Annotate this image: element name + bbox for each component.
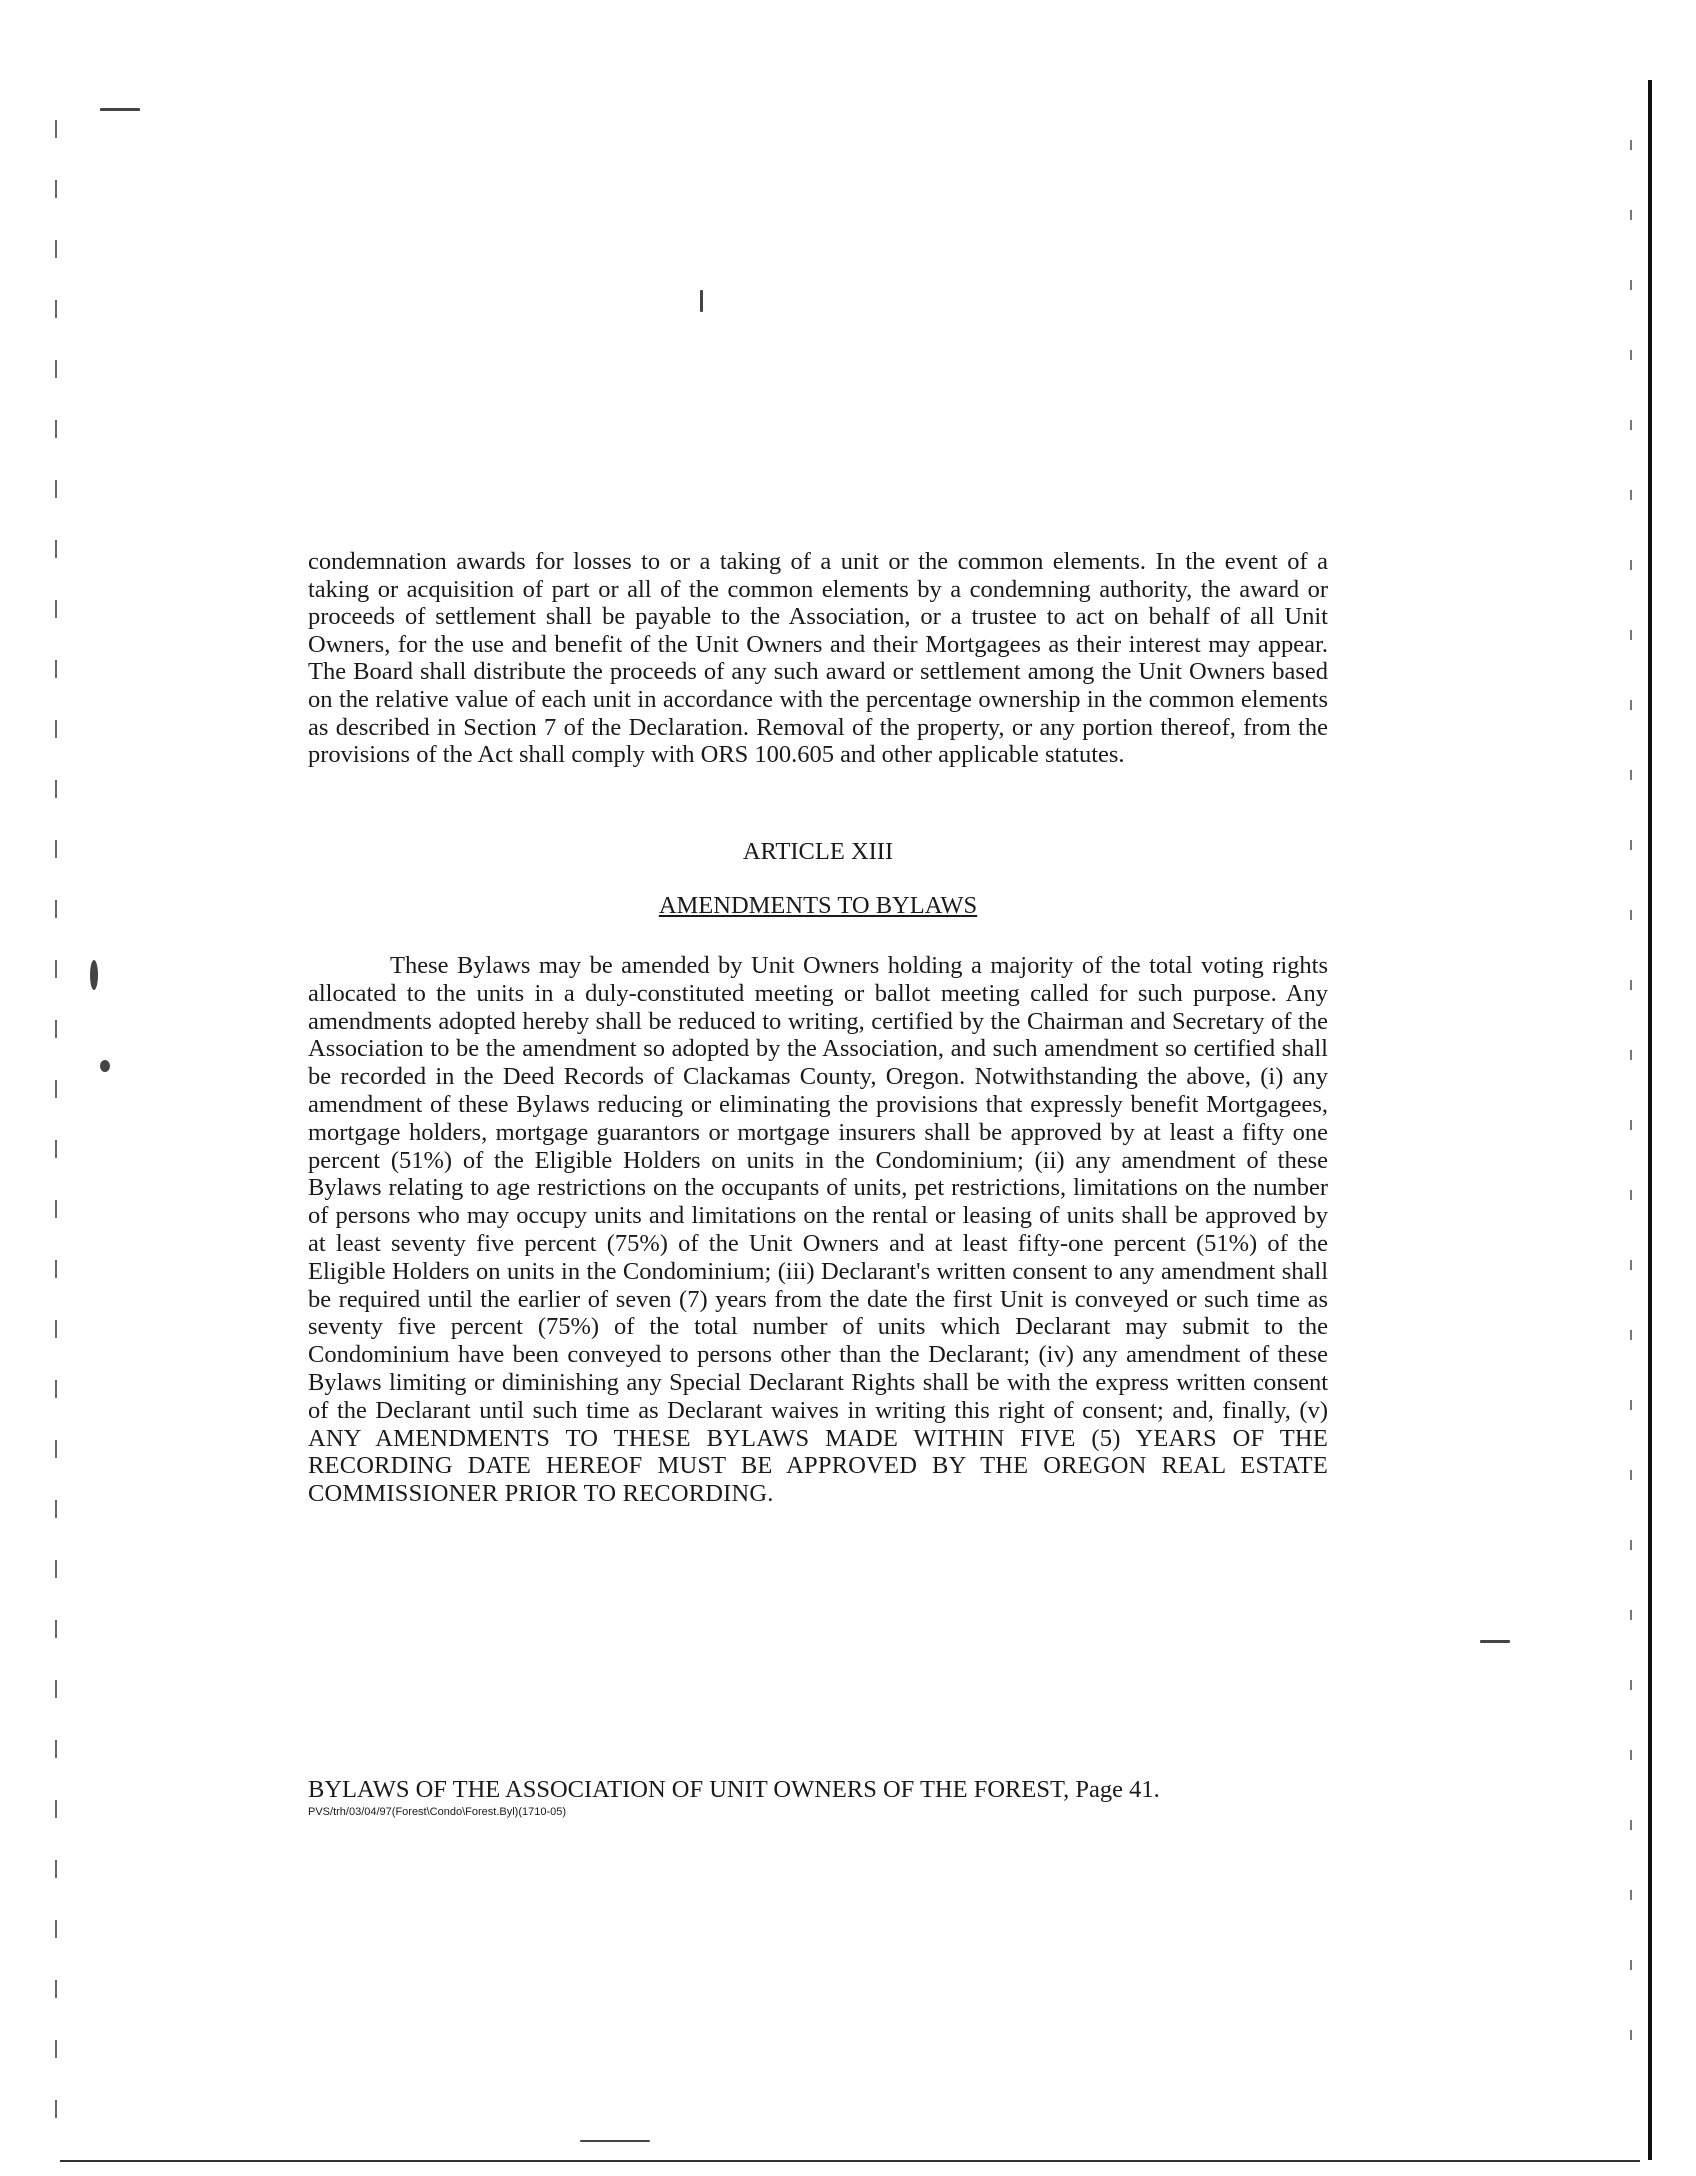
paragraph-amendments-caps: ANY AMENDMENTS TO THESE BYLAWS MADE WITHIN FIVE (5) YEARS OF THE RECORDING DATE HEREOF MUST BE APPROVED BY THE OREGON REAL ESTATE COMMISSIONER PRIOR TO RECORDING.	[308, 1424, 1328, 1508]
scan-speck	[100, 108, 140, 111]
scan-speck	[1480, 1640, 1510, 1643]
paragraph-condemnation: condemnation awards for losses to or a taking of a unit or the common elements. In the event of a taking or acquisition of part or all of the common elements by a condemning authority, the award or proceeds of settlement shall be payable to the Association, or a trustee to act on behalf of all Unit Owners, for the use and benefit of the Unit Owners and their Mortgagees as their interest may appear. The Board shall distribute the proceeds of any such award or settlement among the Unit Owners based on the relative value of each unit in accordance with the percentage ownership in the common elements as described in Section 7 of the Declaration. Removal of the property, or any portion thereof, from the provisions of the Act shall comply with ORS 100.605 and other applicable statutes.	[308, 548, 1328, 769]
scan-bottom-line	[60, 2160, 1640, 2162]
footer-title: BYLAWS OF THE ASSOCIATION OF UNIT OWNERS OF THE FOREST, Page 41.	[308, 1776, 1160, 1803]
paragraph-amendments	[308, 952, 1328, 1508]
scan-speck	[90, 960, 98, 990]
footer-code: PVS/trh/03/04/97(Forest\Condo\Forest.Byl)(1710-05)	[308, 1806, 567, 1818]
scan-speck	[700, 290, 703, 312]
article-title: AMENDMENTS TO BYLAWS	[658, 892, 978, 919]
paragraph-amendments-text: These Bylaws may be amended by Unit Owners holding a majority of the total voting rights allocated to the units in a duly-constituted meeting or ballot meeting called for such purpose. Any amendments adopted hereby shall be reduced to writing, certified by the Chairman and Secretary of the Association to be the amendment so adopted by the Association, and such amendment so certified shall be recorded in the Deed Records of Clackamas County, Oregon. Notwithstanding the above, (i) any amendment of these Bylaws reducing or eliminating the provisions that expressly benefit Mortgagees, mortgage holders, mortgage guarantors or mortgage insurers shall be approved by at least a fifty one percent (51%) of the Eligible Holders on units in the Condominium; (ii) any amendment of these Bylaws relating to age restrictions on the occupants of units, pet restrictions, limitations on the number of persons who may occupy units and limitations on the rental or leasing of units shall be approved by at least seventy five percent (75%) of the Unit Owners and at least fifty-one percent (51%) of the Eligible Holders on units in the Condominium; (iii) Declarant's written consent to any amendment shall be required until the earlier of seven (7) years from the date the first Unit is conveyed or such time as seventy five percent (75%) of the total number of units which Declarant may submit to the Condominium have been conveyed to persons other than the Declarant; (iv) any amendment of these Bylaws limiting or diminishing any Special Declarant Rights shall be with the express written consent of the Declarant until such time as Declarant waives in writing this right of consent; and, finally, (v)	[308, 952, 1328, 1424]
scan-right-marks	[1630, 140, 1632, 2040]
scan-edge-line	[1648, 80, 1652, 2160]
article-number: ARTICLE XIII	[742, 838, 894, 865]
scan-speck	[100, 1060, 110, 1072]
scan-left-marks	[55, 120, 57, 2120]
scan-speck	[580, 2140, 650, 2142]
